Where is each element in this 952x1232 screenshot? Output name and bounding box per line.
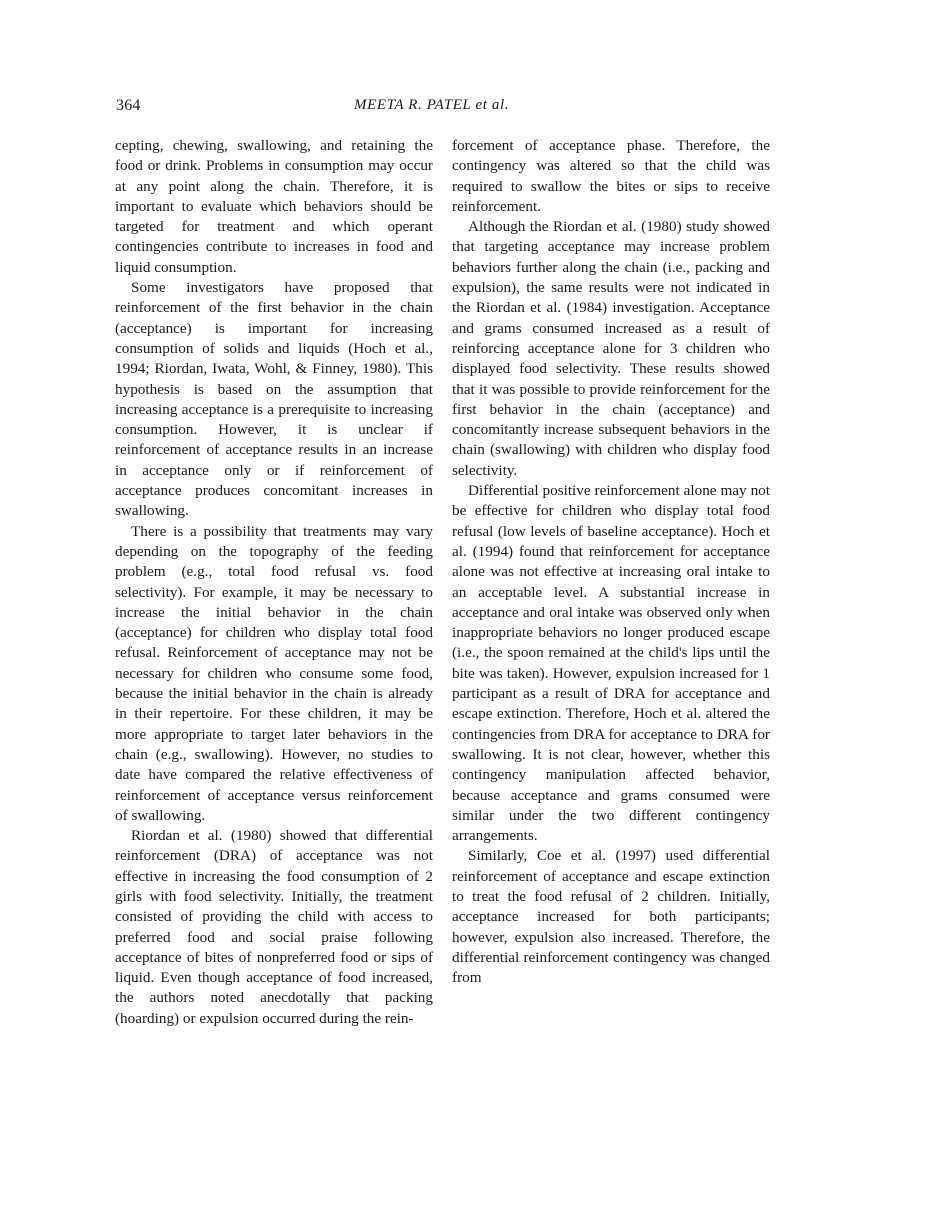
page-header (116, 97, 836, 119)
paragraph: Differential positive reinforcement alone may not be effective for children who display total food refusal (low levels of baseline acceptance). Hoch et al. (1994) found that reinforcement for acceptance alone was not effective at increasing oral intake to an acceptable level. A substantial increase in acceptance and oral intake was observed only when inappropriate behaviors no longer produced escape (i.e., the spoon remained at the child's lips until the bite was taken). However, expulsion increased for 1 participant as a result of DRA for acceptance and escape extinction. Therefore, Hoch et al. altered the contingencies from DRA for acceptance to DRA for swallowing. It is not clear, however, whether this contingency manipulation affected behavior, because acceptance and grams consumed were similar under the two different contingency arrangements. (452, 482, 770, 845)
paragraph: Similarly, Coe et al. (1997) used differential reinforcement of acceptance and escape extinction to treat the food refusal of 2 children. Initially, acceptance increased for both participants; however, expulsion also increased. Therefore, the differential reinforcement contingency was changed from (452, 847, 770, 987)
paragraph: cepting, chewing, swallowing, and retaining the food or drink. Problems in consumption may occur at any point along the chain. Therefore, it is important to evaluate which behaviors should be targeted for treatment and which operant contingencies contribute to increases in food and liquid consumption. (115, 137, 433, 276)
running-head: MEETA R. PATEL et al. (354, 97, 510, 113)
paragraph: Although the Riordan et al. (1980) study showed that targeting acceptance may increase problem behaviors further along the chain (i.e., packing and expulsion), the same results were not indicated in the Riordan et al. (1984) investigation. Acceptance and grams consumed increased as a result of reinforcing acceptance alone for 3 children who displayed food selectivity. These results showed that it was possible to provide reinforcement for the first behavior in the chain (acceptance) and concomitantly increase subsequent behaviors in the chain (swallowing) with children who display food selectivity. (452, 218, 770, 479)
left-column (115, 136, 433, 1029)
paragraph: Some investigators have proposed that reinforcement of the first behavior in the chain (acceptance) is important for increasing consumption of solids and liquids (Hoch et al., 1994; Riordan, Iwata, Wohl, & Finney, 1980). This hypothesis is based on the assumption that increasing acceptance is a prerequisite to increasing consumption. However, it is unclear if reinforcement of acceptance results in an increase in acceptance only or if reinforcement of acceptance produces concomitant increases in swallowing. (115, 279, 433, 520)
right-column (452, 136, 770, 988)
page-number: 364 (116, 97, 141, 114)
paragraph: Riordan et al. (1980) showed that differential reinforcement (DRA) of acceptance was not effective in increasing the food consumption of 2 girls with food selectivity. Initially, the treatment consisted of providing the child with access to preferred food and social praise following acceptance of bites of nonpreferred food or sips of liquid. Even though acceptance of food increased, the authors noted anecdotally that packing (hoarding) or expulsion occurred during the rein- (115, 827, 433, 1027)
paragraph: forcement of acceptance phase. Therefore, the contingency was altered so that the child was required to swallow the bites or sips to receive reinforcement. (452, 137, 770, 215)
paragraph: There is a possibility that treatments may vary depending on the topography of the feeding problem (e.g., total food refusal vs. food selectivity). For example, it may be necessary to increase the initial behavior in the chain (acceptance) for children who display total food refusal. Reinforcement of acceptance may not be necessary for children who consume some food, because the initial behavior in the chain is already in their repertoire. For these children, it may be more appropriate to target later behaviors in the chain (e.g., swallowing). However, no studies to date have compared the relative effectiveness of reinforcement of acceptance versus reinforcement of swallowing. (115, 522, 433, 824)
